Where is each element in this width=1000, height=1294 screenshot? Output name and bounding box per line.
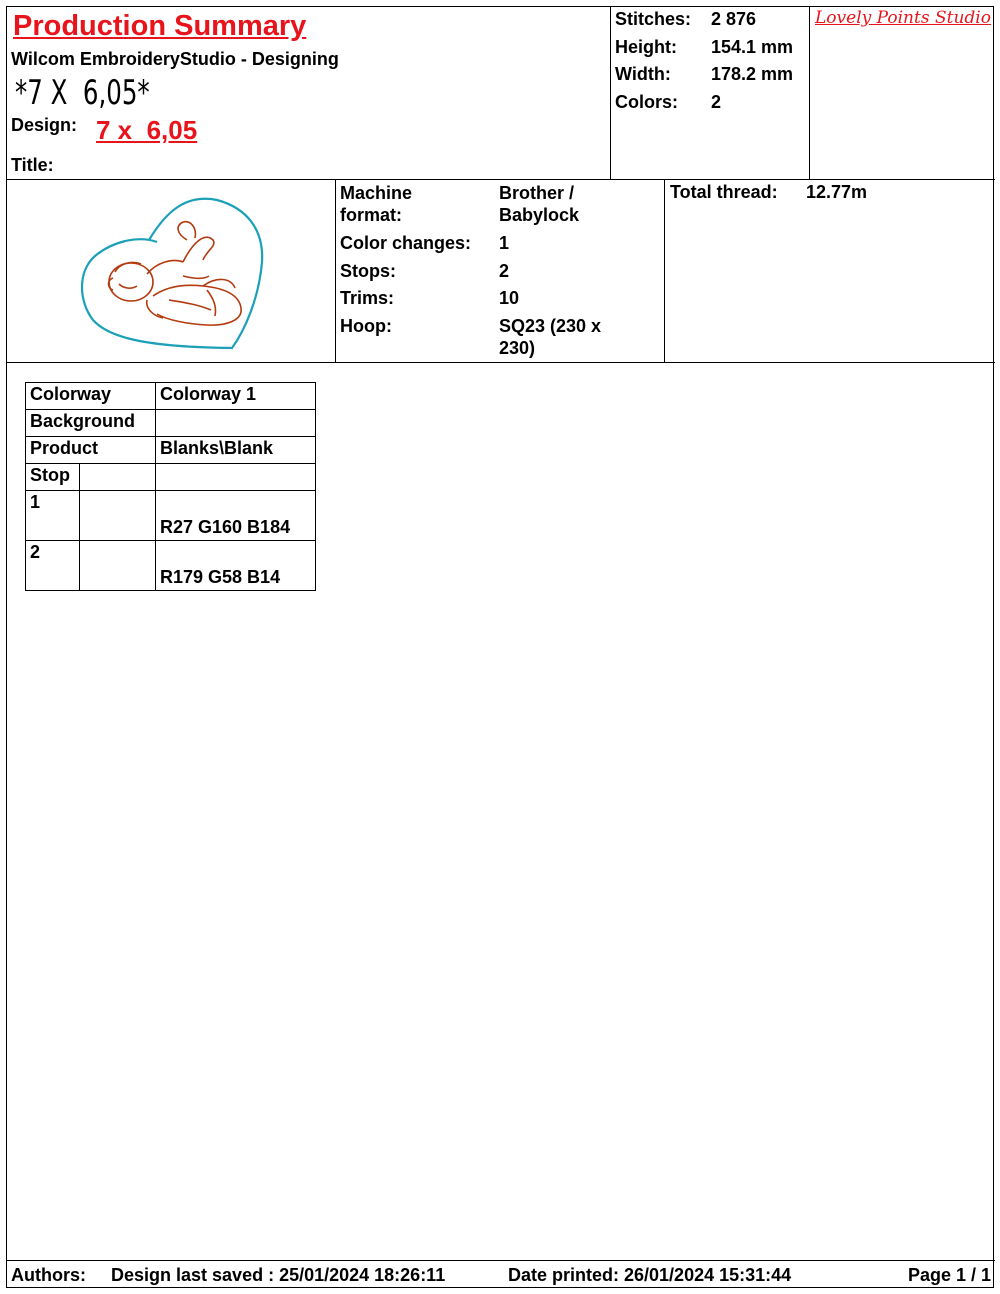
color-swatch: [80, 541, 156, 591]
machine-band: [7, 180, 995, 363]
page-title: Production Summary: [13, 10, 307, 42]
colorway-table: [25, 382, 316, 591]
width-value: 178.2 mm: [711, 64, 794, 84]
authors-label: Authors:: [11, 1265, 86, 1285]
stitches-label: Stitches:: [615, 9, 692, 29]
stitches-value: 2 876: [711, 9, 757, 29]
product-label: Product: [26, 437, 156, 464]
app-name: Wilcom EmbroideryStudio - Designing: [11, 49, 339, 69]
total-thread-value: 12.77m: [806, 182, 868, 202]
trims-label: Trims:: [340, 288, 395, 308]
studio-cell: [810, 7, 995, 180]
stops-label: Stops:: [340, 261, 396, 281]
design-preview-cell: [7, 180, 336, 362]
stops-value: 2: [499, 261, 510, 281]
production-summary-page: [6, 6, 994, 1288]
machine-format-value-line2: Babylock: [499, 205, 580, 225]
height-value: 154.1 mm: [711, 37, 794, 57]
heart-outline: [82, 199, 262, 348]
swatch-header: [80, 464, 156, 491]
colors-label: Colors:: [615, 92, 678, 112]
title-label: Title:: [11, 155, 54, 175]
table-row: [26, 491, 316, 541]
background-label: Background: [26, 410, 156, 437]
stop-header: Stop: [26, 464, 80, 491]
hoop-value-line2: 230): [499, 338, 536, 358]
studio-name: Lovely Points Studio: [815, 8, 991, 28]
rgb-header: [156, 464, 316, 491]
total-thread-label: Total thread:: [670, 182, 778, 202]
machine-format-label-line2: format:: [340, 205, 402, 225]
machine-format-label-line1: Machine: [340, 183, 413, 203]
height-label: Height:: [615, 37, 677, 57]
table-row: [26, 541, 316, 591]
header-info: [7, 7, 611, 180]
machine-format-value-line1: Brother /: [499, 183, 575, 203]
baby-figure: [109, 222, 242, 325]
design-stats: [611, 7, 810, 180]
page-footer: [7, 1260, 995, 1289]
colorway-value: Colorway 1: [156, 383, 316, 410]
hoop-value-line1: SQ23 (230 x: [499, 316, 602, 336]
table-row: [26, 410, 316, 437]
product-value: Blanks\Blank: [156, 437, 316, 464]
stop-rgb: R27 G160 B184: [156, 491, 316, 541]
stop-number: 2: [26, 541, 80, 591]
table-row: [26, 464, 316, 491]
page-number: Page 1 / 1: [907, 1265, 991, 1285]
color-changes-label: Color changes:: [340, 233, 472, 253]
table-row: [26, 437, 316, 464]
color-swatch: [80, 491, 156, 541]
stop-rgb: R179 G58 B14: [156, 541, 316, 591]
background-value: [156, 410, 316, 437]
trims-value: 10: [499, 288, 520, 308]
colorway-label: Colorway: [26, 383, 156, 410]
last-saved: Design last saved : 25/01/2024 18:26:11: [111, 1265, 446, 1285]
design-code: *7 X 6,05*: [15, 73, 150, 113]
date-printed: Date printed: 26/01/2024 15:31:44: [508, 1265, 792, 1285]
hoop-label: Hoop:: [340, 316, 392, 336]
design-preview-image: [7, 180, 336, 362]
table-row: [26, 383, 316, 410]
colors-value: 2: [711, 92, 722, 112]
machine-info: [336, 180, 665, 362]
design-label: Design:: [11, 115, 78, 135]
design-value: 7 x 6,05: [96, 115, 198, 145]
thread-info: [665, 180, 995, 362]
stop-number: 1: [26, 491, 80, 541]
color-changes-value: 1: [499, 233, 510, 253]
width-label: Width:: [615, 64, 671, 84]
